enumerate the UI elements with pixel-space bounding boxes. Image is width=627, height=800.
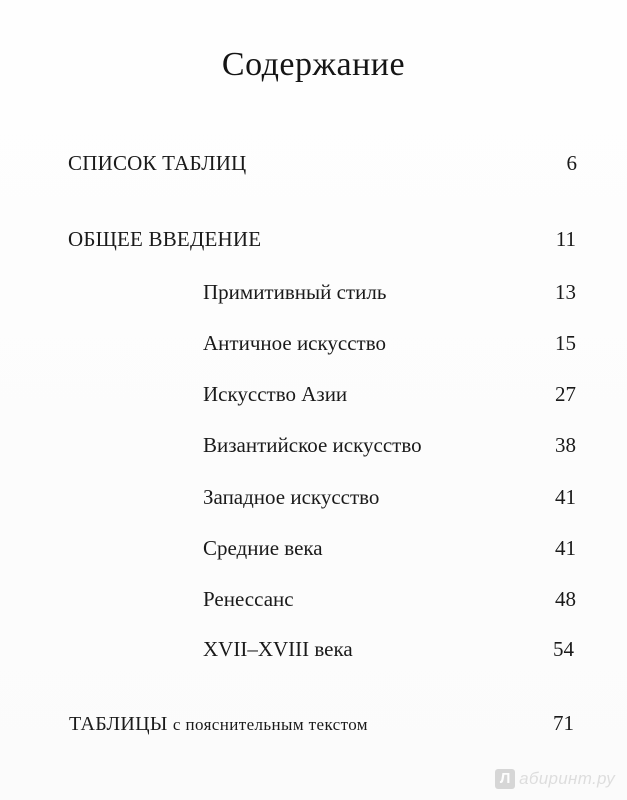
toc-entry-label — [69, 707, 368, 741]
toc-entry-label: ОБЩЕЕ ВВЕДЕНИЕ — [68, 227, 262, 251]
toc-entry-antique-art — [203, 327, 576, 359]
toc-entry-label: Западное искусство — [203, 485, 380, 509]
toc-entry-page: 41 — [555, 536, 576, 560]
page-title: Содержание — [221, 46, 406, 83]
toc-entry-renaissance — [203, 583, 576, 615]
toc-entry-page: 15 — [555, 331, 576, 355]
toc-entry-label-caps: ТАБЛИЦЫ — [69, 713, 168, 735]
toc-entry-page: 41 — [555, 485, 576, 509]
toc-entry-label-rest: с пояснительным текстом — [172, 715, 368, 734]
toc-entry-page: 13 — [555, 280, 576, 304]
toc-entry-page: 11 — [555, 227, 576, 251]
toc-entry-general-introduction — [68, 223, 576, 255]
toc-entry-page: 6 — [566, 151, 577, 175]
toc-entry-label: Византийское искусство — [203, 433, 422, 457]
toc-entry-label: Искусство Азии — [203, 382, 348, 406]
toc-entry-page: 54 — [553, 637, 574, 661]
toc-entry-label: СПИСОК ТАБЛИЦ — [68, 151, 247, 175]
watermark — [495, 766, 615, 792]
toc-entry-plates-with-text — [69, 707, 574, 739]
toc-entry-byzantine-art — [203, 429, 576, 461]
toc-entry-label: Примитивный стиль — [203, 280, 387, 304]
toc-entry-page: 71 — [553, 711, 574, 735]
toc-entry-list-of-tables — [68, 147, 577, 179]
toc-entry-label: Средние века — [203, 536, 323, 560]
toc-entry-label: Античное искусство — [203, 331, 387, 355]
toc-entry-17-18-centuries — [203, 633, 574, 665]
watermark-text: абиринт.ру — [519, 769, 615, 788]
toc-entry-western-art — [203, 481, 576, 513]
toc-entry-art-of-asia — [203, 378, 576, 410]
watermark-logo-icon: Л — [495, 769, 515, 789]
toc-entry-primitive-style — [203, 276, 576, 308]
toc-entry-page: 38 — [555, 433, 576, 457]
toc-entry-label: XVII–XVIII века — [203, 637, 353, 661]
toc-entry-label: Ренессанс — [203, 587, 294, 611]
toc-entry-middle-ages — [203, 532, 576, 564]
toc-entry-page: 48 — [555, 587, 576, 611]
toc-entry-page: 27 — [555, 382, 576, 406]
